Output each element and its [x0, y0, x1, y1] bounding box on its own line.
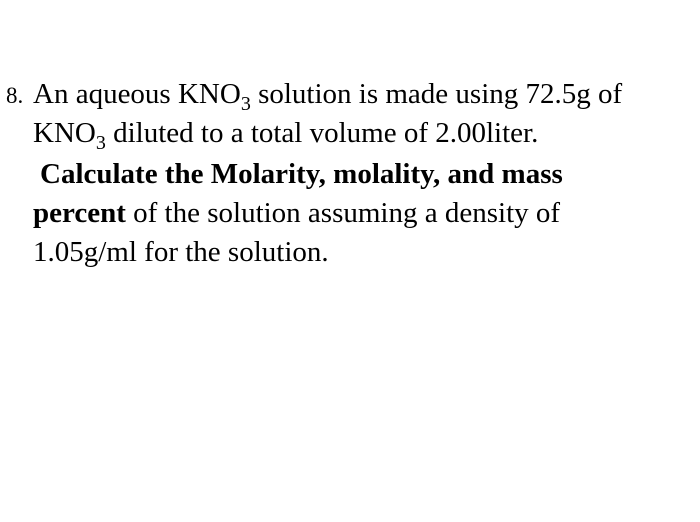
- line-1-subscript: 3: [240, 93, 251, 115]
- problem-line-1: [33, 78, 623, 115]
- problem-line-5: 1.05g/ml for the solution.: [33, 236, 329, 268]
- problem-number: 8.: [6, 83, 24, 108]
- line-2-subscript: 3: [95, 132, 106, 154]
- problem-line-3: Calculate the Molarity, molality, and mass: [40, 158, 563, 190]
- line-2-text-start: KNO: [33, 117, 96, 149]
- line-2-text-end: diluted to a total volume of 2.00liter.: [105, 117, 539, 149]
- problem-line-4: [33, 199, 560, 228]
- line-4-bold-text: percent: [33, 197, 126, 229]
- line-1-text-start: An aqueous KNO: [33, 78, 241, 110]
- line-4-text: of the solution assuming a density of: [125, 197, 561, 229]
- problem-line-2: [33, 117, 539, 154]
- line-1-text-end: solution is made using 72.5g of: [250, 78, 623, 110]
